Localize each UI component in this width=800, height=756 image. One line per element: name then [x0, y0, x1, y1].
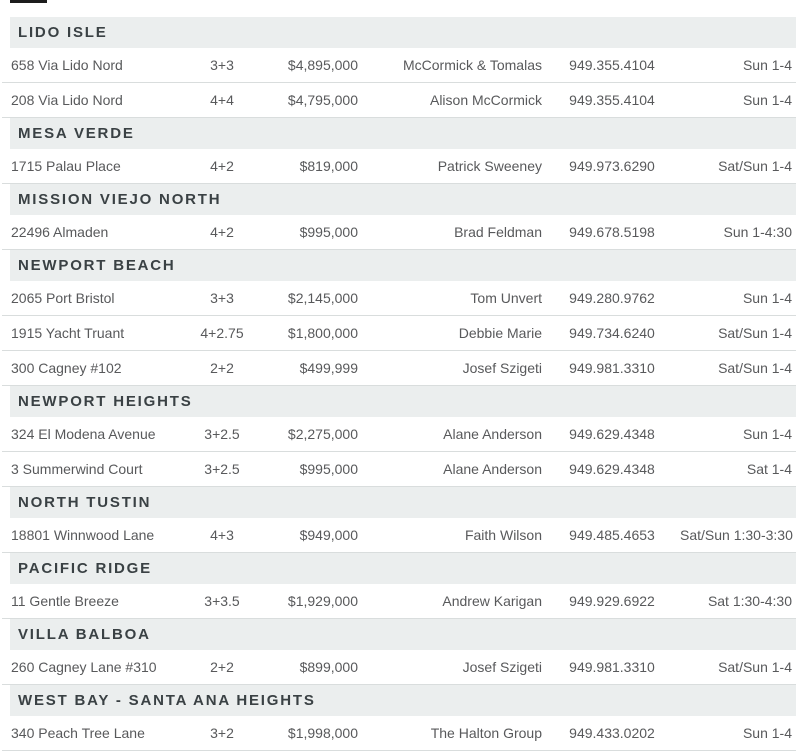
listing-price: $4,795,000 [287, 92, 358, 108]
listing-phone: 949.734.6240 [569, 325, 655, 341]
listing-beds-baths: 3+2.5 [204, 461, 240, 477]
listing-address: 208 Via Lido Nord [11, 92, 123, 108]
listing-price: $2,145,000 [287, 290, 358, 306]
listing-open-time: Sat/Sun 1-4 [718, 158, 792, 174]
listing-row [2, 48, 796, 83]
neighborhood-section [0, 553, 800, 619]
listing-beds-baths: 3+2.5 [204, 426, 240, 442]
listing-beds-baths: 3+3 [210, 290, 234, 306]
neighborhood-header [10, 553, 796, 584]
neighborhood-section [0, 685, 800, 751]
listing-address: 2065 Port Bristol [11, 290, 115, 306]
listing-beds-baths: 4+2.75 [200, 325, 244, 341]
listing-address: 18801 Winnwood Lane [11, 527, 155, 543]
listing-row [2, 518, 796, 553]
listing-price: $499,999 [299, 360, 358, 376]
neighborhood-name: WEST BAY - SANTA ANA HEIGHTS [18, 692, 316, 709]
listing-open-time: Sun 1-4 [742, 92, 792, 108]
listings-table [0, 17, 800, 751]
listing-beds-baths: 2+2 [210, 659, 234, 675]
listing-agent: Faith Wilson [464, 527, 542, 543]
listing-phone: 949.355.4104 [569, 57, 655, 73]
listing-phone: 949.981.3310 [569, 360, 655, 376]
listing-agent: The Halton Group [430, 725, 542, 741]
neighborhood-section [0, 118, 800, 184]
neighborhood-rows [0, 281, 800, 386]
listing-price: $1,929,000 [287, 593, 358, 609]
listing-row [2, 215, 796, 250]
neighborhood-section [0, 386, 800, 487]
listing-row [2, 351, 796, 386]
listing-row [2, 83, 796, 118]
listing-phone: 949.280.9762 [569, 290, 655, 306]
listing-agent: Josef Szigeti [462, 659, 542, 675]
neighborhood-name: PACIFIC RIDGE [18, 560, 152, 577]
neighborhood-name: MISSION VIEJO NORTH [18, 191, 222, 208]
neighborhood-header [10, 250, 796, 281]
listing-open-time: Sun 1-4:30 [723, 224, 792, 240]
listing-phone: 949.678.5198 [569, 224, 655, 240]
listing-phone: 949.973.6290 [569, 158, 655, 174]
listing-open-time: Sat/Sun 1-4 [718, 659, 792, 675]
listing-address: 22496 Almaden [11, 224, 109, 240]
listing-agent: McCormick & Tomalas [403, 57, 542, 73]
neighborhood-header [10, 685, 796, 716]
cropped-content-sliver [10, 0, 47, 3]
neighborhood-name: NORTH TUSTIN [18, 494, 152, 511]
listing-address: 340 Peach Tree Lane [11, 725, 145, 741]
listing-open-time: Sun 1-4 [742, 57, 792, 73]
neighborhood-rows [0, 417, 800, 487]
listing-open-time: Sat/Sun 1-4 [718, 360, 792, 376]
listing-beds-baths: 4+3 [210, 527, 234, 543]
neighborhood-section [0, 184, 800, 250]
listing-open-time: Sat 1:30-4:30 [707, 593, 792, 609]
listing-address: 3 Summerwind Court [11, 461, 143, 477]
listing-beds-baths: 2+2 [210, 360, 234, 376]
listing-price: $2,275,000 [287, 426, 358, 442]
listing-row [2, 716, 796, 751]
listing-address: 300 Cagney #102 [11, 360, 122, 376]
listing-open-time: Sun 1-4 [742, 290, 792, 306]
neighborhood-rows [0, 149, 800, 184]
listing-agent: Andrew Karigan [442, 593, 542, 609]
listing-beds-baths: 3+3 [210, 57, 234, 73]
listing-price: $949,000 [299, 527, 358, 543]
listing-phone: 949.981.3310 [569, 659, 655, 675]
neighborhood-name: LIDO ISLE [18, 24, 108, 41]
neighborhood-rows [0, 716, 800, 751]
listing-row [2, 650, 796, 685]
listing-open-time: Sun 1-4 [742, 725, 792, 741]
listing-address: 11 Gentle Breeze [11, 593, 119, 609]
listing-agent: Patrick Sweeney [437, 158, 542, 174]
neighborhood-header [10, 386, 796, 417]
listing-price: $1,998,000 [287, 725, 358, 741]
neighborhood-rows [0, 518, 800, 553]
listing-beds-baths: 3+3.5 [204, 593, 240, 609]
listing-beds-baths: 4+4 [210, 92, 234, 108]
listing-phone: 949.629.4348 [569, 426, 655, 442]
listing-price: $995,000 [299, 461, 358, 477]
listing-address: 324 El Modena Avenue [11, 426, 156, 442]
neighborhood-header [10, 487, 796, 518]
neighborhood-name: NEWPORT HEIGHTS [18, 393, 193, 410]
listing-price: $4,895,000 [287, 57, 358, 73]
listing-price: $899,000 [299, 659, 358, 675]
neighborhood-header [10, 17, 796, 48]
listing-phone: 949.355.4104 [569, 92, 655, 108]
listing-agent: Debbie Marie [458, 325, 542, 341]
listing-beds-baths: 4+2 [210, 224, 234, 240]
listing-row [2, 584, 796, 619]
neighborhood-header [10, 619, 796, 650]
neighborhood-header [10, 118, 796, 149]
neighborhood-rows [0, 215, 800, 250]
listing-agent: Alane Anderson [443, 461, 542, 477]
listing-address: 260 Cagney Lane #310 [11, 659, 157, 675]
neighborhood-rows [0, 48, 800, 118]
neighborhood-name: VILLA BALBOA [18, 626, 151, 643]
neighborhood-rows [0, 584, 800, 619]
listing-beds-baths: 4+2 [210, 158, 234, 174]
listing-price: $819,000 [299, 158, 358, 174]
listing-agent: Tom Unvert [470, 290, 542, 306]
neighborhood-rows [0, 650, 800, 685]
listing-agent: Josef Szigeti [462, 360, 542, 376]
listing-open-time: Sat 1-4 [746, 461, 792, 477]
listing-price: $995,000 [299, 224, 358, 240]
listing-agent: Brad Feldman [454, 224, 542, 240]
listing-address: 1915 Yacht Truant [11, 325, 125, 341]
listing-open-time: Sat/Sun 1:30-3:30 [680, 527, 793, 543]
listing-open-time: Sat/Sun 1-4 [718, 325, 792, 341]
listing-phone: 949.629.4348 [569, 461, 655, 477]
listing-row [2, 281, 796, 316]
listing-phone: 949.433.0202 [569, 725, 655, 741]
listing-address: 658 Via Lido Nord [11, 57, 123, 73]
neighborhood-header [10, 184, 796, 215]
neighborhood-name: NEWPORT BEACH [18, 257, 176, 274]
listing-phone: 949.929.6922 [569, 593, 655, 609]
listing-agent: Alane Anderson [443, 426, 542, 442]
listing-row [2, 452, 796, 487]
listing-price: $1,800,000 [287, 325, 358, 341]
listing-address: 1715 Palau Place [11, 158, 121, 174]
listing-open-time: Sun 1-4 [742, 426, 792, 442]
neighborhood-section [0, 487, 800, 553]
listing-agent: Alison McCormick [429, 92, 542, 108]
listing-row [2, 316, 796, 351]
neighborhood-section [0, 250, 800, 386]
listing-phone: 949.485.4653 [569, 527, 655, 543]
neighborhood-name: MESA VERDE [18, 125, 135, 142]
listing-beds-baths: 3+2 [210, 725, 234, 741]
neighborhood-section [0, 619, 800, 685]
listing-row [2, 417, 796, 452]
listing-row [2, 149, 796, 184]
neighborhood-section [0, 17, 800, 118]
